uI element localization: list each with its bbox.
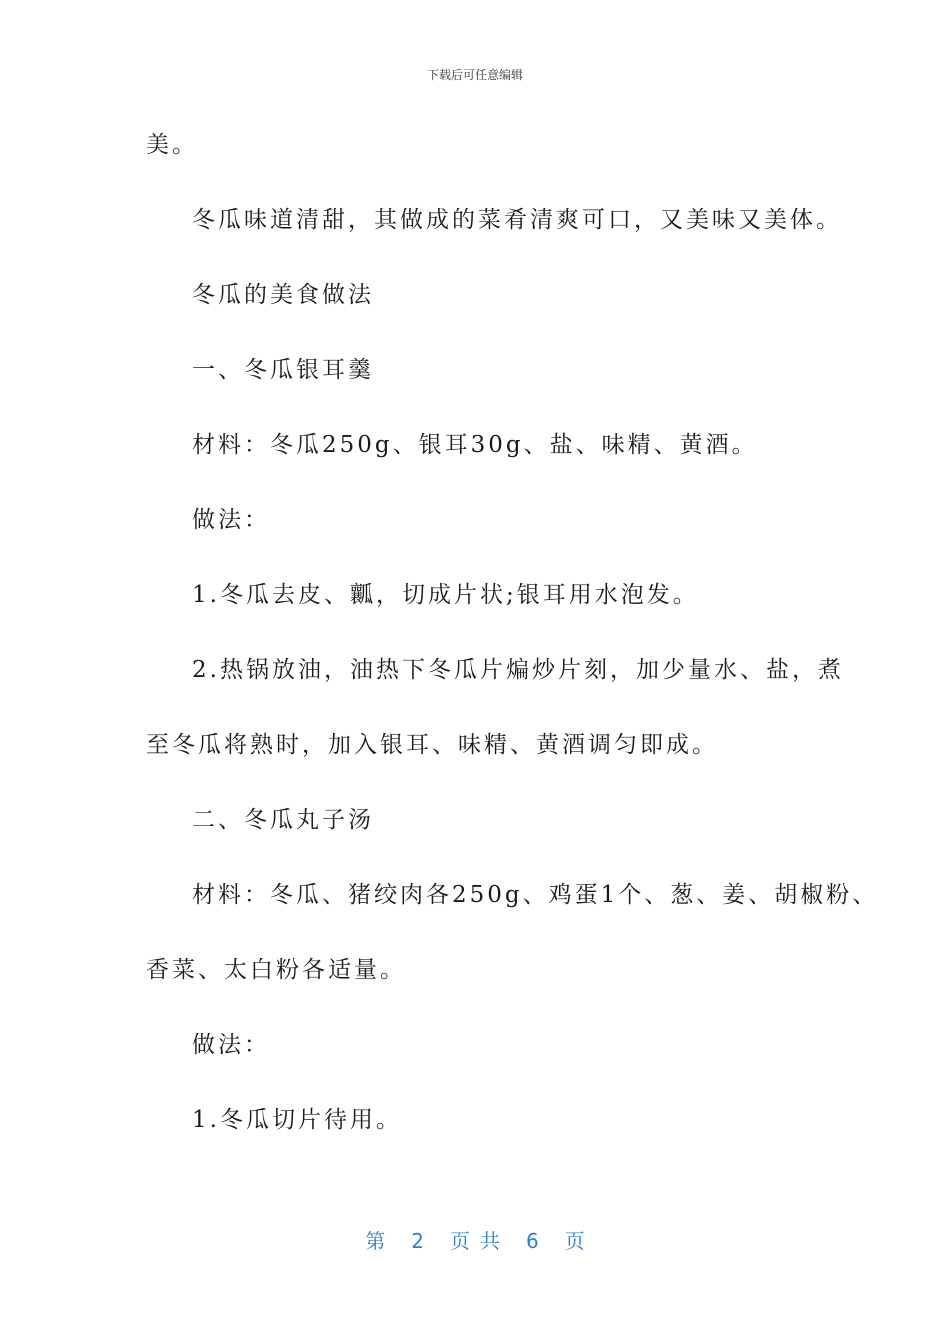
step-line-continued: 至冬瓜将熟时，加入银耳、味精、黄酒调匀即成。 <box>146 732 718 758</box>
recipe-title: 二、冬瓜丸子汤 <box>192 807 374 833</box>
footer-suffix: 页 <box>564 1229 585 1253</box>
page-footer <box>0 1225 950 1254</box>
ingredients-line: 材料：冬瓜、猪绞肉各250g、鸡蛋1个、葱、姜、胡椒粉、 <box>192 882 879 908</box>
footer-total-pages: 6 <box>526 1229 539 1253</box>
footer-prefix: 第 <box>365 1229 386 1253</box>
recipe-title: 一、冬瓜银耳羹 <box>192 357 374 383</box>
step-line: 1.冬瓜去皮、瓤，切成片状;银耳用水泡发。 <box>192 582 699 608</box>
ingredients-line: 材料：冬瓜250g、银耳30g、盐、味精、黄酒。 <box>192 432 758 458</box>
section-heading: 冬瓜的美食做法 <box>192 282 374 308</box>
paragraph-line: 美。 <box>146 132 198 158</box>
ingredients-line-continued: 香菜、太白粉各适量。 <box>146 957 406 983</box>
footer-current-page: 2 <box>411 1229 424 1253</box>
method-label: 做法： <box>192 507 270 533</box>
method-label: 做法： <box>192 1032 270 1058</box>
page-header: 下载后可任意编辑 <box>426 68 523 82</box>
footer-middle: 页共 <box>450 1229 510 1253</box>
step-line: 1.冬瓜切片待用。 <box>192 1107 402 1133</box>
paragraph-line: 冬瓜味道清甜，其做成的菜肴清爽可口，又美味又美体。 <box>192 207 842 233</box>
step-line: 2.热锅放油，油热下冬瓜片煸炒片刻，加少量水、盐，煮 <box>192 657 844 683</box>
